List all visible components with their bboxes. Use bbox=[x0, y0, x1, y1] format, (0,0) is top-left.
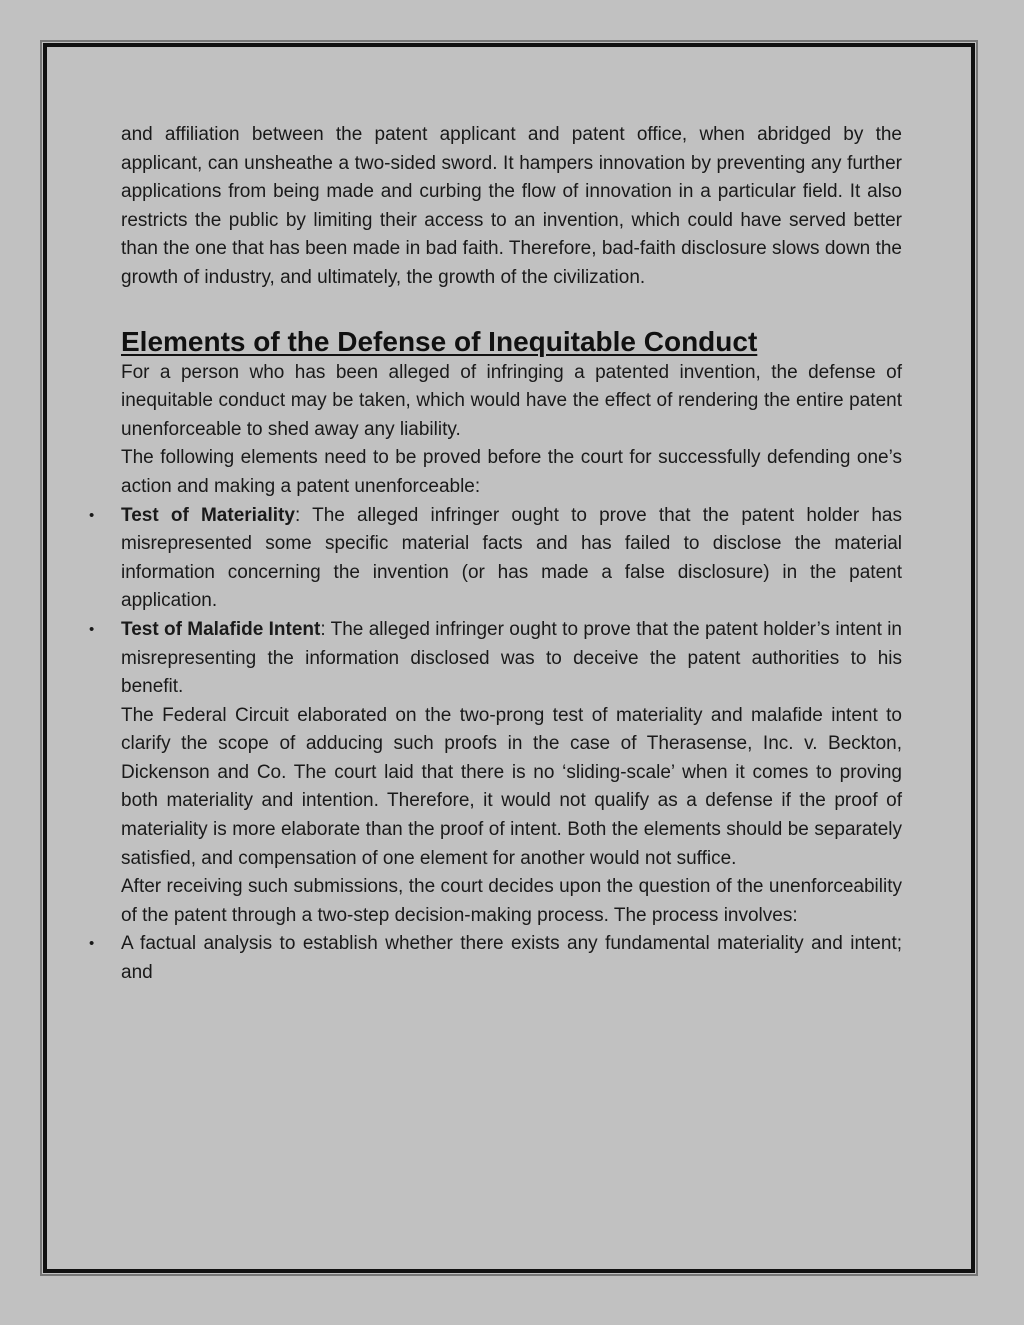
list-item-materiality bbox=[89, 502, 902, 616]
list-item-text: A factual analysis to establish whether there exists any fundamental materiality and intent; and bbox=[121, 933, 902, 984]
bullet-icon: • bbox=[89, 620, 95, 638]
process-list bbox=[89, 930, 902, 987]
term-label: Test of Materiality bbox=[121, 504, 295, 526]
list-item-text bbox=[121, 502, 902, 616]
bullet-icon: • bbox=[89, 506, 95, 524]
term-label: Test of Malafide Intent bbox=[121, 618, 321, 640]
document-body bbox=[89, 121, 902, 988]
section-paragraph-1: For a person who has been alleged of infringing a patented invention, the defense of inequitable conduct may be taken, which would have the effect of rendering the entire patent unenforceable to shed away any liability. bbox=[121, 361, 902, 440]
list-item-malafide-intent bbox=[89, 616, 902, 931]
intro-paragraph: and affiliation between the patent applicant and patent office, when abridged by the applicant, can unsheathe a two-sided sword. It hampers innovation by preventing any further applications from being made and curbing the flow of innovation in a particular field. It also restricts the public by limiting their access to an invention, which could have served better than the one that has been made in bad faith. Therefore, bad-faith disclosure slows down the growth of industry, and ultimately, the growth of the civilization. bbox=[121, 124, 902, 288]
bullet-icon: • bbox=[89, 935, 95, 953]
list-item-followup-1: The Federal Circuit elaborated on the two-prong test of materiality and malafide intent to clarify the scope of adducing such proofs in the case of Therasense, Inc. v. Beckton, Dickenson and Co. The court laid that there is no ‘sliding-scale’ when it comes to proving both materiality and intention. Therefore, it would not qualify as a defense if the proof of materiality is more elaborate than the proof of intent. Both the elements should be separately satisfied, and compensation of one element for another would not suffice. bbox=[121, 704, 902, 869]
section-paragraph-2: The following elements need to be proved before the court for successfully defending one’s action and making a patent unenforceable: bbox=[121, 447, 902, 497]
list-item-text bbox=[121, 616, 902, 702]
list-item-factual-analysis bbox=[89, 930, 902, 987]
term-description: : The alleged infringer ought to prove that the patent holder’s intent in misrepresenting the information disclosed was to deceive the patent authorities to his benefit. bbox=[121, 618, 902, 698]
section-heading: Elements of the Defense of Inequitable Conduct bbox=[121, 325, 758, 357]
elements-list bbox=[89, 502, 902, 931]
term-description: : The alleged infringer ought to prove that the patent holder has misrepresented some specific material facts and has failed to disclose the material information concerning the invention (or has made a false disclosure) in the patent application. bbox=[121, 504, 902, 612]
list-item-followup-2: After receiving such submissions, the court decides upon the question of the unenforceability of the patent through a two-step decision-making process. The process involves: bbox=[121, 876, 902, 926]
